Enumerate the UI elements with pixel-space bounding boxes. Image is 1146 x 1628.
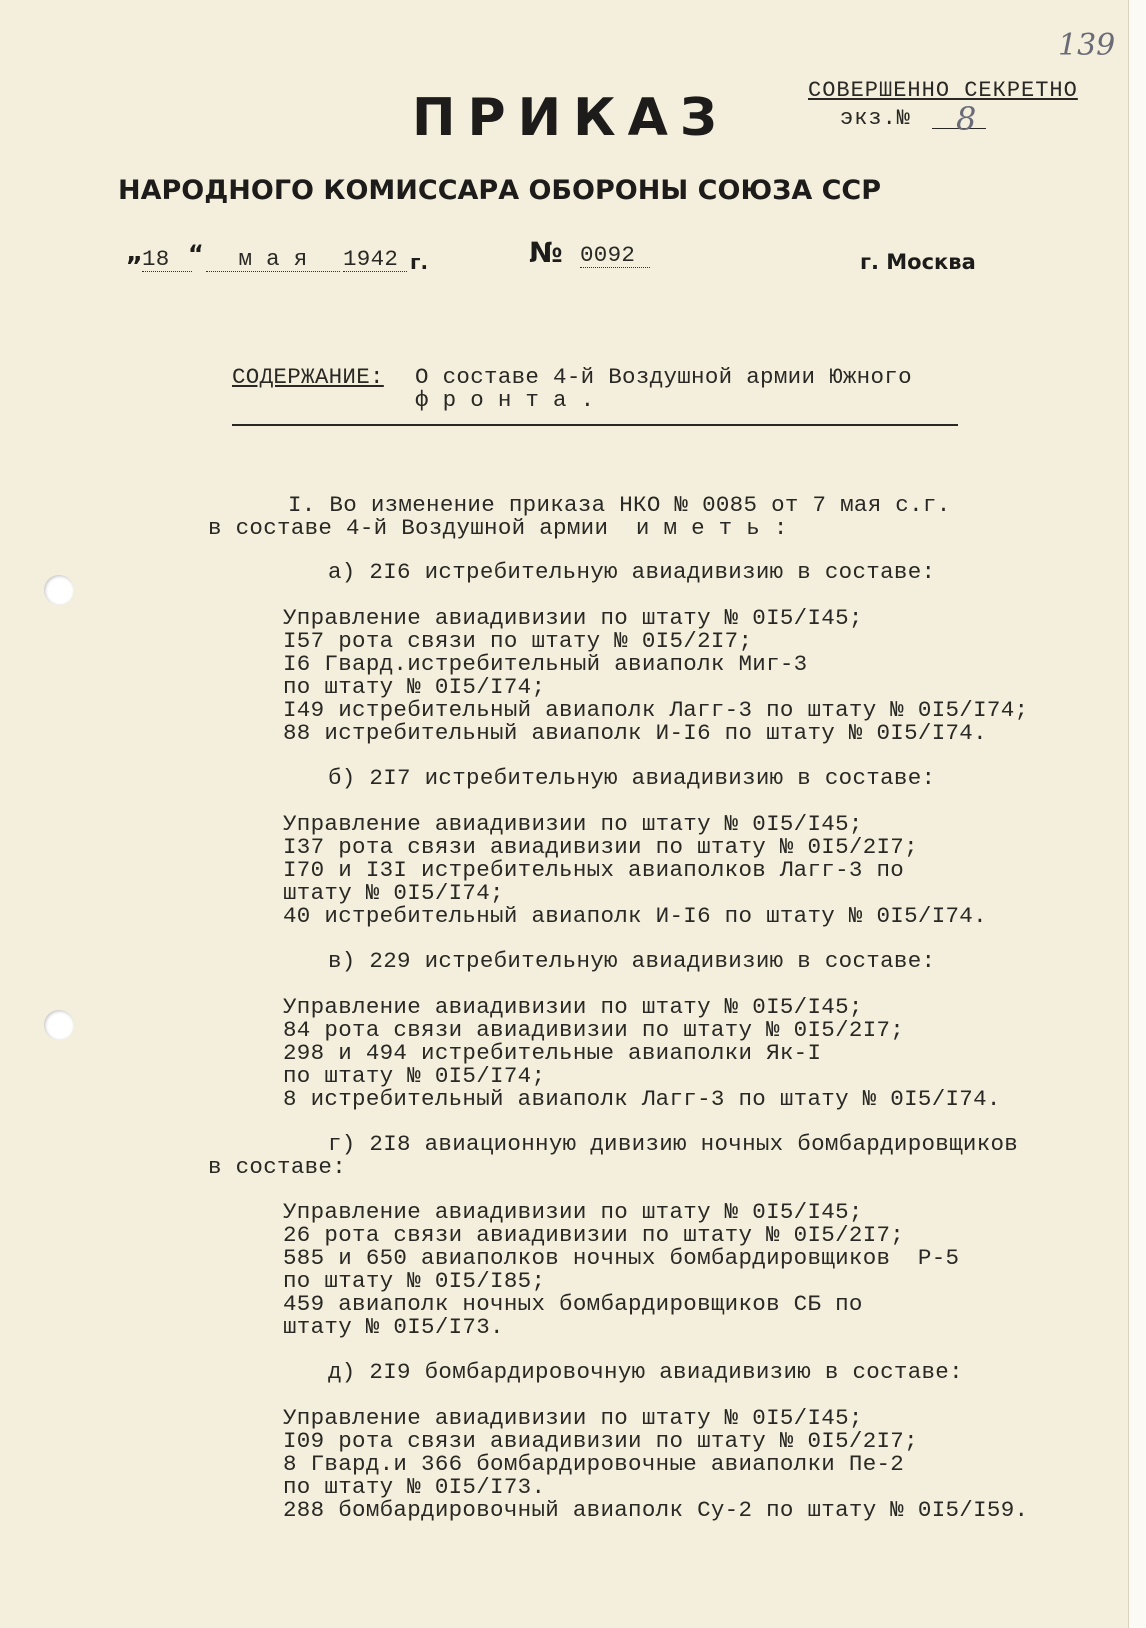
date-day: 18 [142,248,192,272]
order-number-label: № [529,236,563,269]
section-a-line: 88 истребительный авиаполк И-I6 по штату № 0I5/I74. [283,720,987,746]
section-a-line: I49 истребительный авиаполк Лагг-3 по штату № 0I5/I74; [283,697,1029,723]
punch-hole-top [44,575,74,605]
date-quote-open: „ [126,238,144,268]
place: г. Москва [860,250,976,274]
intro-line-1: I. Во изменение приказа НКО № 0085 от 7 мая с.г. [288,492,951,518]
content-line-1: О составе 4-й Воздушной армии Южного [415,364,912,390]
section-d-line: Управление авиадивизии по штату № 0I5/I45; [283,1405,863,1431]
section-b-heading: б) 2I7 истребительную авиадивизию в составе: [328,765,936,791]
section-a-heading: а) 2I6 истребительную авиадивизию в составе: [328,559,936,585]
section-v-line: 8 истребительный авиаполк Лагг-3 по штату № 0I5/I74. [283,1086,1001,1112]
section-d-line: 288 бомбардировочный авиаполк Су-2 по штату № 0I5/I59. [283,1497,1029,1523]
date-year: 1942 [343,248,407,272]
section-g-line: штату № 0I5/I73. [283,1314,504,1340]
section-g-line: по штату № 0I5/I85; [283,1268,546,1294]
section-d-line: 8 Гвард.и 366 бомбардировочные авиаполки Пе-2 [283,1451,905,1477]
section-d-line: по штату № 0I5/I73. [283,1474,546,1500]
section-d-heading: д) 2I9 бомбардировочную авиадивизию в составе: [328,1359,963,1385]
section-g-heading-cont: в составе: [208,1154,347,1180]
section-g-heading: г) 2I8 авиационную дивизию ночных бомбардировщиков [328,1131,1019,1157]
date-month: м а я [206,248,340,272]
section-v-line: по штату № 0I5/I74; [283,1063,546,1089]
section-a-line: I6 Гвард.истребительный авиаполк Миг-3 [283,651,808,677]
document-subtitle: НАРОДНОГО КОМИССАРА ОБОРОНЫ СОЮЗА ССР [118,175,882,206]
date-year-suffix: г. [410,250,429,274]
punch-hole-bottom [44,1010,74,1040]
section-a-line: по штату № 0I5/I74; [283,674,546,700]
section-d-line: I09 рота связи авиадивизии по штату № 0I5/2I7; [283,1428,918,1454]
content-line-2: ф р о н т а . [415,387,595,413]
content-label: СОДЕРЖАНИЕ: [232,364,384,390]
section-a-line: I57 рота связи по штату № 0I5/2I7; [283,628,753,654]
section-a-line: Управление авиадивизии по штату № 0I5/I45; [283,605,863,631]
section-g-line: 585 и 650 авиаполков ночных бомбардировщиков Р-5 [283,1245,960,1271]
classification-label: СОВЕРШЕННО СЕКРЕТНО [808,78,1078,103]
section-b-line: I70 и I3I истребительных авиаполков Лагг-3 по [283,857,905,883]
order-number: 0092 [580,244,650,268]
section-v-heading: в) 229 истребительную авиадивизию в составе: [328,948,936,974]
section-v-line: Управление авиадивизии по штату № 0I5/I45; [283,994,863,1020]
section-b-line: Управление авиадивизии по штату № 0I5/I45; [283,811,863,837]
page-edge [1128,0,1146,1628]
document-title: ПРИКАЗ [412,88,729,148]
section-g-line: 26 рота связи авиадивизии по штату № 0I5/2I7; [283,1222,905,1248]
copy-number-label: экз.№ [840,106,912,131]
section-b-line: 40 истребительный авиаполк И-I6 по штату № 0I5/I74. [283,903,987,929]
section-g-line: Управление авиадивизии по штату № 0I5/I45; [283,1199,863,1225]
section-b-line: I37 рота связи авиадивизии по штату № 0I5/2I7; [283,834,918,860]
section-g-line: 459 авиаполк ночных бомбардировщиков СБ по [283,1291,863,1317]
intro-line-2: в составе 4-й Воздушной армии и м е т ь : [208,515,788,541]
section-b-line: штату № 0I5/I74; [283,880,504,906]
date-quote-close: “ [188,240,204,268]
copy-number: 8 [956,100,977,138]
page-number: 139 [1058,28,1116,63]
content-rule [232,424,958,426]
section-v-line: 298 и 494 истребительные авиаполки Як-I [283,1040,822,1066]
section-v-line: 84 рота связи авиадивизии по штату № 0I5/2I7; [283,1017,905,1043]
